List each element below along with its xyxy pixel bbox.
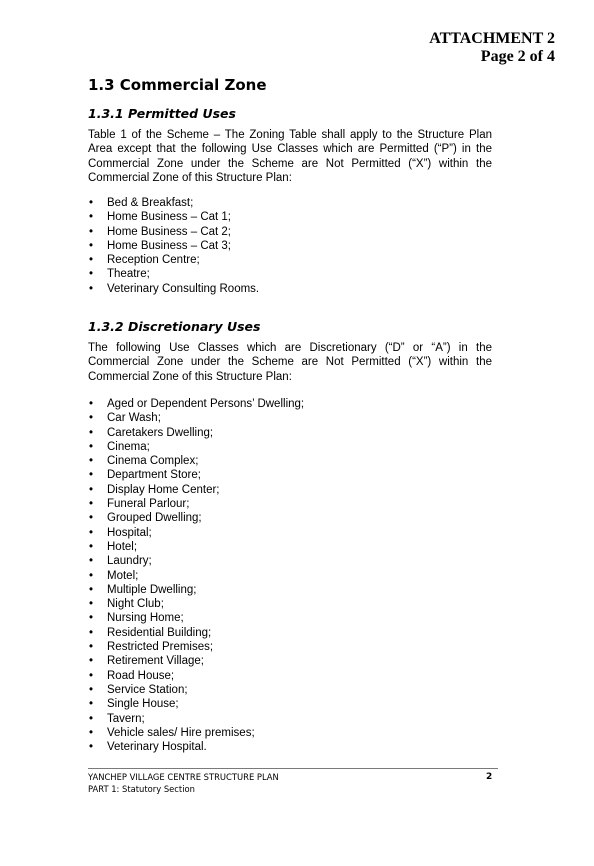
bullet-icon: • (89, 440, 94, 453)
list-item (88, 267, 259, 281)
list-item (88, 397, 304, 411)
list-item (88, 726, 304, 740)
bullet-icon: • (89, 239, 94, 252)
list-item (88, 497, 304, 511)
permitted-uses-list (88, 196, 259, 296)
list-item-text: Residential Building; (107, 626, 212, 639)
bullet-icon: • (89, 512, 94, 525)
bullet-icon: • (89, 455, 94, 468)
list-item (88, 540, 304, 554)
bullet-icon: • (89, 655, 94, 668)
list-item-text: Theatre; (107, 268, 150, 281)
page-of-label: Page 2 of 4 (480, 48, 555, 65)
list-item (88, 554, 304, 568)
list-item-text: Restricted Premises; (107, 641, 214, 654)
bullet-icon: • (89, 282, 94, 295)
bullet-icon: • (89, 569, 94, 582)
bullet-icon: • (89, 641, 94, 654)
list-item (88, 253, 259, 267)
list-item (88, 597, 304, 611)
bullet-icon: • (89, 712, 94, 725)
list-item-text: Laundry; (107, 555, 152, 568)
list-item (88, 526, 304, 540)
bullet-icon: • (89, 225, 94, 238)
bullet-icon: • (89, 412, 94, 425)
bullet-icon: • (89, 526, 94, 539)
list-item-text: Retirement Village; (107, 655, 204, 668)
bullet-icon: • (89, 583, 94, 596)
list-item-text: Hospital; (107, 526, 152, 539)
list-item (88, 282, 259, 296)
bullet-icon: • (89, 469, 94, 482)
list-item (88, 583, 304, 597)
list-item-text: Nursing Home; (107, 612, 184, 625)
list-item-text: Bed & Breakfast; (107, 197, 194, 209)
discretionary-uses-list (88, 397, 304, 754)
bullet-icon: • (89, 598, 94, 611)
list-item-text: Single House; (107, 698, 179, 711)
bullet-icon: • (89, 626, 94, 639)
bullet-icon: • (89, 197, 94, 209)
bullet-icon: • (89, 254, 94, 267)
list-item-text: Night Club; (107, 598, 164, 611)
section-title: 1.3 Commercial Zone (88, 76, 267, 94)
list-item-text: Grouped Dwelling; (107, 512, 202, 525)
list-item-text: Service Station; (107, 683, 188, 696)
bullet-icon: • (89, 426, 94, 439)
list-item-text: Reception Centre; (107, 254, 200, 267)
list-item-text: Cinema; (107, 440, 150, 453)
list-item (88, 225, 259, 239)
list-item-text: Car Wash; (107, 412, 161, 425)
list-item (88, 468, 304, 482)
bullet-icon: • (89, 555, 94, 568)
list-item (88, 239, 259, 253)
list-item-text: Display Home Center; (107, 483, 220, 496)
permitted-uses-title: 1.3.1 Permitted Uses (88, 106, 236, 121)
list-item (88, 712, 304, 726)
list-item (88, 640, 304, 654)
list-item (88, 697, 304, 711)
list-item-text: Veterinary Consulting Rooms. (107, 282, 260, 295)
list-item-text: Vehicle sales/ Hire premises; (107, 726, 255, 739)
list-item-text: Funeral Parlour; (107, 498, 190, 511)
footer-part-label: PART 1: Statutory Section (88, 784, 195, 794)
list-item-text: Multiple Dwelling; (107, 583, 197, 596)
bullet-icon: • (89, 612, 94, 625)
list-item-text: Home Business – Cat 3; (107, 239, 232, 252)
permitted-uses-paragraph: Table 1 of the Scheme – The Zoning Table shall apply to the Structure Plan Area except that the following Use Classes which are Permitted (“P”) in the Commercial Zone under the Scheme are Not Permitted (“X”) within the Commercial Zone of this Structure Plan: (88, 129, 492, 184)
bullet-icon: • (89, 741, 94, 754)
list-item-text: Motel; (107, 569, 139, 582)
bullet-icon: • (89, 698, 94, 711)
list-item (88, 740, 304, 754)
list-item-text: Aged or Dependent Persons’ Dwelling; (107, 398, 305, 410)
list-item-text: Department Store; (107, 469, 201, 482)
bullet-icon: • (89, 726, 94, 739)
list-item-text: Veterinary Hospital. (107, 741, 207, 754)
list-item-text: Cinema Complex; (107, 455, 199, 468)
list-item (88, 683, 304, 697)
discretionary-uses-title: 1.3.2 Discretionary Uses (88, 319, 261, 334)
list-item (88, 483, 304, 497)
list-item (88, 210, 259, 224)
list-item (88, 669, 304, 683)
list-item-text: Road House; (107, 669, 175, 682)
list-item-text: Caretakers Dwelling; (107, 426, 214, 439)
bullet-icon: • (89, 540, 94, 553)
bullet-icon: • (89, 669, 94, 682)
bullet-icon: • (89, 211, 94, 224)
footer-page-number: 2 (486, 772, 493, 782)
attachment-header (429, 30, 555, 66)
list-item-text: Home Business – Cat 2; (107, 225, 232, 238)
attachment-label: ATTACHMENT 2 (429, 30, 555, 47)
list-item (88, 440, 304, 454)
list-item (88, 611, 304, 625)
list-item (88, 426, 304, 440)
list-item (88, 511, 304, 525)
list-item (88, 196, 259, 210)
footer-text (88, 771, 279, 795)
list-item (88, 654, 304, 668)
list-item (88, 626, 304, 640)
footer-document-title: YANCHEP VILLAGE CENTRE STRUCTURE PLAN (88, 772, 279, 782)
bullet-icon: • (89, 498, 94, 511)
list-item (88, 569, 304, 583)
list-item (88, 411, 304, 425)
bullet-icon: • (89, 683, 94, 696)
bullet-icon: • (89, 483, 94, 496)
list-item (88, 454, 304, 468)
bullet-icon: • (89, 398, 94, 410)
discretionary-uses-paragraph: The following Use Classes which are Discretionary (“D” or “A”) in the Commercial Zone under the Scheme are Not Permitted (“X”) within the Commercial Zone of this Structure Plan: (88, 342, 492, 383)
bullet-icon: • (89, 268, 94, 281)
list-item-text: Hotel; (107, 540, 138, 553)
footer-divider (88, 768, 498, 769)
list-item-text: Tavern; (107, 712, 145, 725)
list-item-text: Home Business – Cat 1; (107, 211, 232, 224)
